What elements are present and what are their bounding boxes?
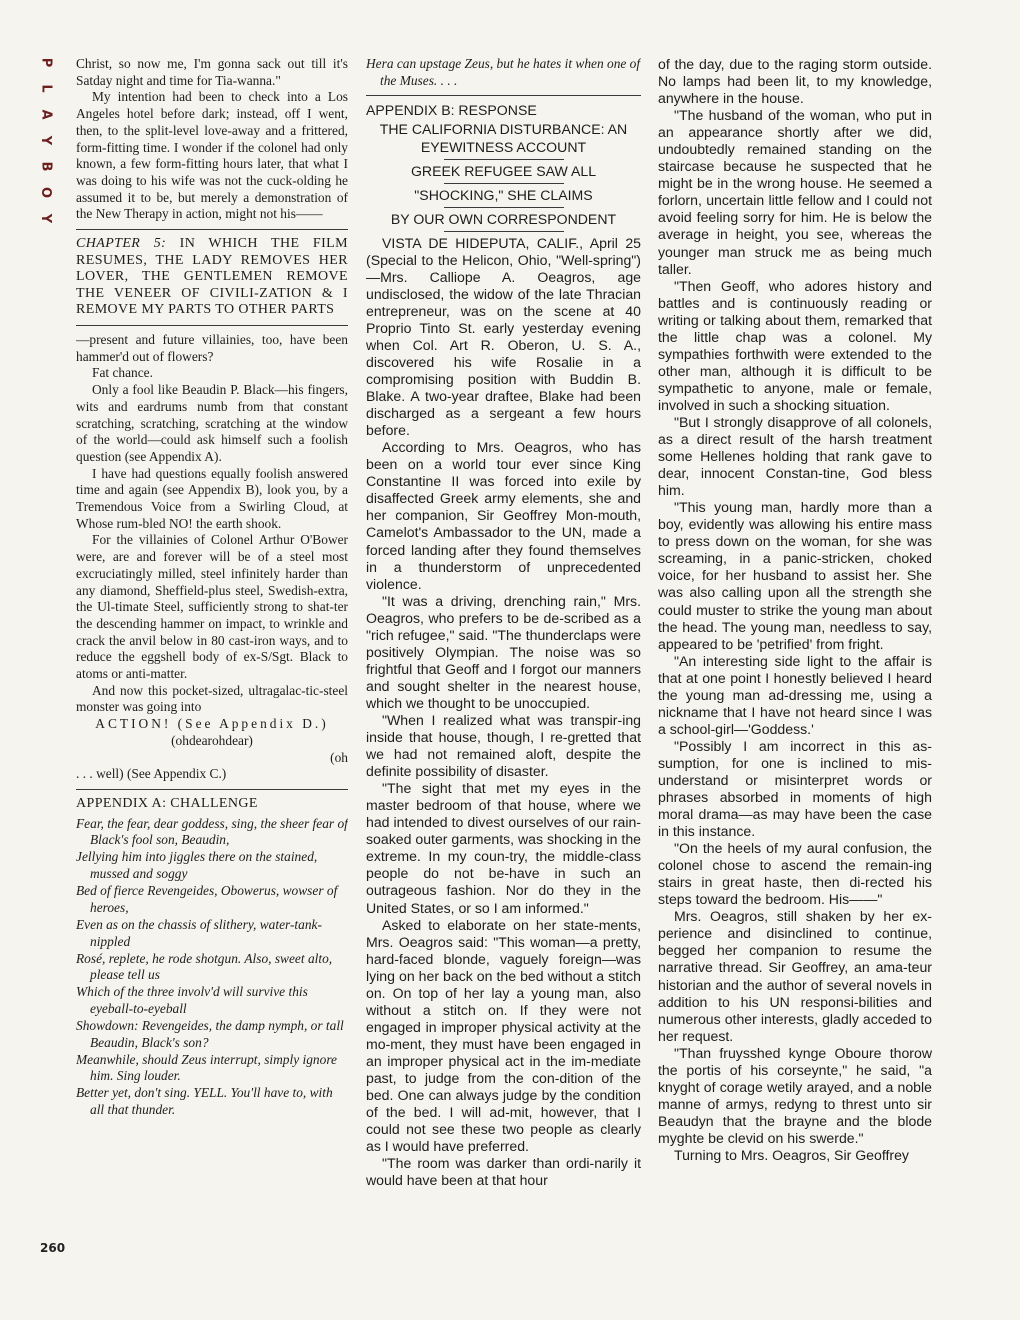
poem-line: Rosé, replete, he rode shotgun. Also, sweet alto, please tell us <box>76 950 333 983</box>
chapter-title: IN WHICH THE FILM RESUMES, THE LADY REMOVES HER LOVER, THE GENTLEMEN REMOVE THE VENEER OF CIVILI-ZATION & I REMOVE MY PARTS TO OTHER PARTS <box>76 236 348 318</box>
divider <box>444 159 564 160</box>
sidebar-letter: O <box>38 186 54 199</box>
poem-line: Meanwhile, should Zeus interrupt, simply ignore him. Sing louder. <box>76 1051 337 1084</box>
sidebar-letter: A <box>38 109 54 120</box>
paragraph: "This young man, hardly more than a boy, evidently was allowing his entire mass to press down on the woman, for she was screaming, in a panic-stricken, choked voice, for her husband to assist her. She was also calling upon all the strength she could muster to strike the young man about the head. The young man, needless to say, appeared to be 'petrified' from fright. <box>658 499 932 652</box>
sidebar-letter: P <box>38 57 54 68</box>
paragraph: "Then Geoff, who adores history and battles and is continuously reading or writing or talking about them, remarked that the little chap was a colonel. My sympathies forthwith were extended to the other man, although it is difficult to be sympathetic to anyone, male or female, involved in such a shocking situation. <box>658 277 932 413</box>
poem-line: Which of the three involv'd will survive this eyeball-to-eyeball <box>76 984 308 1016</box>
appendix-a-poem <box>76 816 348 1119</box>
byline: BY OUR OWN CORRESPONDENT <box>390 210 617 227</box>
paragraph: "The sight that met my eyes in the master bedroom of that house, where we had intended to divest ourselves of our rain-soaked outer garments, was shocking in the extreme. In my coun-try, the middle-class people do not be-have in such an outrageous fashion. Nor do they in the United States, or so I am informed." <box>366 780 641 916</box>
paragraph: Christ, so now me, I'm gonna sack out till it's Satday night and time for Tia-wanna." <box>76 56 348 88</box>
paragraph: "Than fruysshed kynge Oboure thorow the portis of his corseynte," he said, "a knyght of corage wetily arayed, and a noble manne of armys, redyng to threst unto sir Beaudyn that the brayne and the blode myghte be clevid on his swerde." <box>658 1044 932 1146</box>
appendix-b-heading: APPENDIX B: RESPONSE <box>366 102 537 119</box>
paragraph: "The room was darker than ordi-narily it would have been at that hour <box>366 1155 641 1189</box>
paragraph: "But I strongly disapprove of all colonels, as a direct result of the harsh treatment some Hellenes holding that rank gave to dear, innocent Constan-tine, God bless him. <box>658 413 932 499</box>
paragraph: Only a fool like Beaudin P. Black—his fingers, wits and eardrums numb from that constant scratching, scratching, scratching at the window of the world—could ask himself such a foolish question (see Appendix A). <box>76 382 348 464</box>
aside-line: (ohdearohdear) <box>171 732 253 748</box>
paragraph: "The husband of the woman, who put in an appearance shortly after we did, undoubtedly remained standing on the staircase because he suspected that he might be in the wrong house. He seemed a forlorn, uncertain little fellow and I could not avoid feeling sorry for him. He is below the average in height, you see, whereas the younger man struck me as being much taller. <box>658 107 932 277</box>
paragraph: According to Mrs. Oeagros, who has been on a world tour ever since King Constantine II was forced into exile by disaffected Greek army elements, she and her companion, Sir Geoffrey Mon-mouth, Camelot's Ambassador to the UN, made a forced landing after they found themselves in a thunderstorm of unprecedented violence. <box>366 439 641 592</box>
paragraph: For the villainies of Colonel Arthur O'Bower were, are and forever will be of a steel most excruciatingly milled, steel infinitely harder than any diamond, Sheffield-plus steel, Swedish-extra, the Ul-timate Steel, sufficiently strong to shat-ter the descending hammer on impact, to wrinkle and crack the anvil below in 80 cast-iron ways, and to reduce the eggshell body of ex-S/Sgt. Black to atoms or anti-matter. <box>76 532 348 682</box>
paragraph: "An interesting side light to the affair is that at one point I honestly believed I heard the young man ad-dressing me, using a nickname that I have not heard since I was a school-girl—'Goddess.' <box>658 652 932 737</box>
action-line: ACTION! (See Appendix D.) <box>95 716 329 732</box>
paragraph: "On the heels of my aural confusion, the colonel chose to ascend the remain-ing stairs in great haste, then di-rected his steps toward the bedroom. His——" <box>658 840 932 908</box>
magazine-sidebar-logo <box>34 56 58 225</box>
column-2 <box>366 56 641 1256</box>
paragraph: Fat chance. <box>92 365 153 381</box>
divider <box>444 183 564 184</box>
paragraph: And now this pocket-sized, ultragalac-tic-steel monster was going into <box>76 682 348 715</box>
sidebar-letter: B <box>38 161 54 172</box>
paragraph: My intention had been to check into a Los Angeles hotel before dark; instead, off I went, then, to the split-level love-away and a frittered, form-fitting time. I wonder if the colonel had only known, a few form-fitting hours later, that what I was doing to his wife was not the cuck-olding he assumed it to be, but merely a demonstration of the New Therapy in action, might not his—— <box>76 89 348 222</box>
sidebar-letter: Y <box>38 213 54 224</box>
divider <box>76 229 348 230</box>
poem-line: Hera can upstage Zeus, but he hates it when one of the Muses. . . . <box>366 56 641 88</box>
chapter-heading <box>76 236 348 319</box>
poem-line: Jellying him into jiggles there on the stained, mussed and soggy <box>76 849 318 882</box>
poem-line: Better yet, don't sing. YELL. You'll have to, with all that thunder. <box>76 1085 333 1118</box>
divider <box>76 789 348 790</box>
column-3 <box>658 56 932 1256</box>
sidebar-letter: L <box>38 84 54 93</box>
paragraph: Mrs. Oeagros, still shaken by her ex-perience and disinclined to continue, begged her companion to resume the narrative thread. Sir Geoffrey, an ama-teur historian and the author of several novels in addition to his UN responsi-bilities and numerous other interests, gladly acceded to her request. <box>658 908 932 1044</box>
page-number: 260 <box>40 1241 66 1255</box>
paragraph: "When I realized what was transpir-ing inside that house, though, I re-gretted that we had not remained aloft, despite the definite possibility of disaster. <box>366 712 641 780</box>
aside-line: . . . well) (See Appendix C.) <box>76 766 227 782</box>
article-headline: GREEK REFUGEE SAW ALL <box>410 162 597 179</box>
divider <box>444 207 564 208</box>
poem-line: Fear, the fear, dear goddess, sing, the sheer fear of Black's fool son, Beaudin, <box>76 815 348 848</box>
divider <box>76 325 348 326</box>
article-headline: "SHOCKING," SHE CLAIMS <box>414 186 593 203</box>
poem-line: Bed of fierce Revengeides, Obowerus, wowser of heroes, <box>76 883 338 915</box>
divider <box>444 231 564 232</box>
poem-line: Even as on the chassis of slithery, water-tank-nippled <box>76 916 322 949</box>
paragraph: VISTA DE HIDEPUTA, CALIF., April 25 (Special to the Helicon, Ohio, "Well-spring")—Mrs. Calliope A. Oeagros, age undisclosed, the widow of the late Thracian entrepreneur, was on the scene at 40 Proprio Tinto St. early yesterday evening when Col. Art R. Oberon, U. S. A., discovered his wife Rosalie in a compromising position with Buddin B. Blake. A two-year draftee, Blake had been discharged as a sergeant a few hours before. <box>366 234 641 439</box>
column-1 <box>76 56 348 1256</box>
paragraph: "It was a driving, drenching rain," Mrs. Oeagros, who prefers to be de-scribed as a "rich refugee," said. "The thunderclaps were positively Olympian. The noise was so frightful that Geoff and I forgot our manners and sought shelter in the nearest house, which we thought to be unoccupied. <box>366 592 641 711</box>
chapter-label: CHAPTER 5: <box>76 236 167 252</box>
appendix-a-heading: APPENDIX A: CHALLENGE <box>76 795 258 811</box>
paragraph: —present and future villainies, too, have been hammer'd out of flowers? <box>76 332 348 364</box>
paragraph: of the day, due to the raging storm outside. No lamps had been lit, to my knowledge, anywhere in the house. <box>658 56 932 107</box>
poem-line: Showdown: Revengeides, the damp nymph, or tall Beaudin, Black's son? <box>76 1017 344 1050</box>
paragraph: Asked to elaborate on her state-ments, Mrs. Oeagros said: "This woman—a pretty, hard-faced blonde, vaguely foreign—was lying on her back on the bed without a stitch on. On top of her lay a young man, also without a stitch on. If they were not engaged in improper physical activity at the mo-ment, they must have been engaged in an improper physical act in the im-mediate past, to judge from the con-dition of the bed. One can always judge by the condition of the bed. I will ad-mit, however, that I could not see these two people as clearly as I would have preferred. <box>366 916 641 1155</box>
paragraph: I have had questions equally foolish answered time and again (see Appendix B), look you, by a Tremendous Voice from a Swirling Cloud, at Whose rum-bled NO! the earth shook. <box>76 465 348 531</box>
aside-line: (oh <box>330 749 348 765</box>
paragraph: "Possibly I am incorrect in this as-sumption, for one is inclined to mis-understand or misinterpret words or phrases absorbed in moments of high moral drama—as may have been the case in this instance. <box>658 737 932 840</box>
paragraph: Turning to Mrs. Oeagros, Sir Geoffrey <box>674 1147 909 1163</box>
sidebar-letter: Y <box>38 135 54 146</box>
article-headline: THE CALIFORNIA DISTURBANCE: AN EYEWITNESS ACCOUNT <box>379 121 628 155</box>
divider <box>366 95 641 96</box>
